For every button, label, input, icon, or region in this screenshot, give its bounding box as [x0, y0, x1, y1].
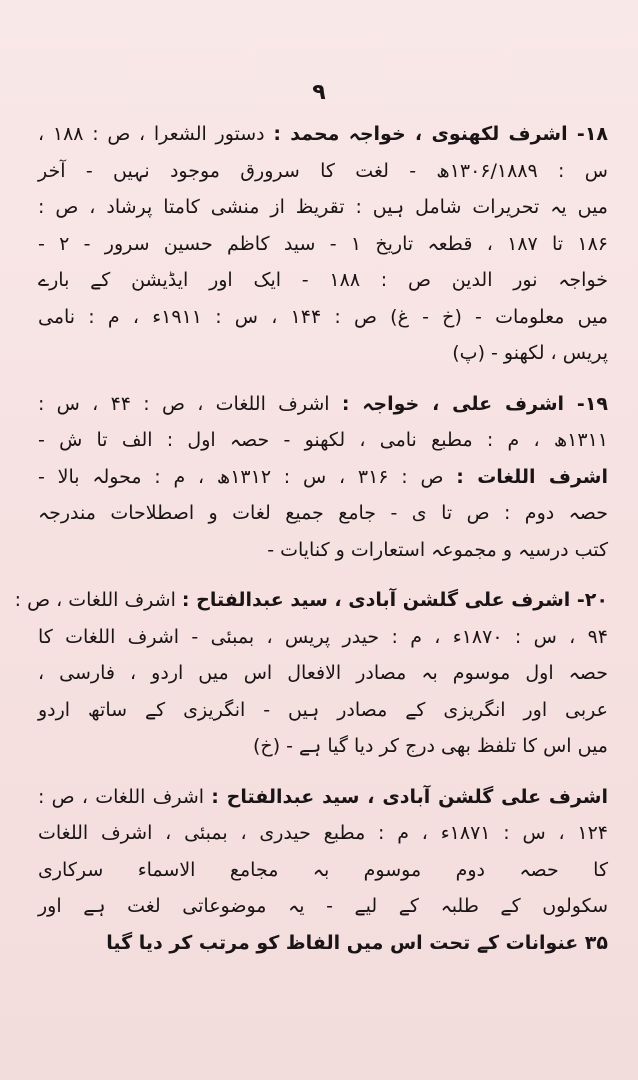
text-line [38, 692, 608, 729]
entry-text: سکولوں کے طلبہ کے لیے - یہ موضوعاتی لغت ہے اور [38, 895, 608, 917]
entry-text: اشرف اللغات ، ص : [38, 785, 212, 808]
text-block [14, 116, 609, 961]
text-line [38, 189, 608, 226]
text-line [38, 422, 608, 459]
text-line [38, 655, 608, 692]
entry-text: حصہ دوم : ص تا ی - جامع جمیع لغات و اصطلاحات مندرجہ [38, 502, 608, 524]
entry-separator [38, 568, 608, 582]
dictionary-entry [14, 582, 608, 765]
entry-separator [38, 765, 608, 779]
text-line [38, 779, 608, 816]
entry-text: دستور الشعرا ، ص : ۱۸۸ ، [38, 123, 274, 145]
entry-text: کتب درسیہ و مجموعہ استعارات و کنایات - [267, 538, 608, 561]
text-line [38, 335, 608, 372]
entry-text: حصہ اول موسوم بہ مصادر الافعال اس میں اردو ، فارسی ، [38, 662, 608, 684]
entry-heading: ۲۰- اشرف علی گلشن آبادی ، سید عبدالفتاح : [181, 589, 608, 611]
entry-text: کا حصہ دوم موسوم بہ مجامع الاسماء سرکاری [38, 858, 608, 881]
text-line [38, 532, 608, 569]
dictionary-entry [38, 116, 608, 372]
entry-text: س : ۱۳۰۶/۱۸۸۹ھ - لغت کا سرورق موجود نہیں - آخر [38, 159, 608, 182]
text-line [38, 728, 608, 765]
text-line [38, 888, 608, 925]
entry-text: ۱۳۱۱ھ ، م : مطبع نامی ، لکھنو - حصہ اول : الف تا ش - [38, 429, 608, 451]
text-line [38, 116, 608, 153]
entry-separator [38, 372, 608, 386]
text-line [38, 386, 608, 423]
text-line [38, 262, 608, 299]
text-line [38, 925, 608, 962]
entry-text: پریس ، لکھنو - (پ) [452, 342, 608, 364]
dictionary-entry [38, 386, 608, 569]
entry-text: اشرف اللغات ، ص : ۴۴ ، س : [38, 392, 342, 415]
entry-heading: ۳۵ عنوانات کے تحت اس میں الفاظ کو مرتب کر دیا گیا [106, 931, 608, 954]
entry-text: میں معلومات - (خ - غ) ص : ۱۴۴ ، س : ۱۹۱۱ء ، م : نامی [38, 305, 609, 328]
page-number: ۹ [312, 80, 326, 105]
text-line [38, 495, 608, 532]
entry-text: ص : ۳۱۶ ، س : ۱۳۱۲ھ ، م : محولہ بالا - [38, 465, 457, 488]
entry-text: ۹۴ ، س : ۱۸۷۰ء ، م : حیدر پریس ، بمبئی - اشرف اللغات کا [38, 625, 608, 648]
text-line [38, 153, 608, 190]
text-line [38, 459, 608, 496]
entry-heading: ۱۹- اشرف علی ، خواجہ : [341, 392, 609, 415]
entry-text: خواجہ نور الدین ص : ۱۸۸ - ایک اور ایڈیشن کے بارے [38, 269, 608, 291]
entry-text: میں اس کا تلفظ بھی درج کر دیا گیا ہے - (خ) [253, 735, 608, 757]
entry-text: عربی اور انگریزی کے مصادر ہیں - انگریزی کے ساتھ اردو [38, 698, 608, 721]
entry-heading: اشرف اللغات : [456, 465, 608, 488]
entry-heading: اشرف علی گلشن آبادی ، سید عبدالفتاح : [211, 785, 608, 808]
entry-heading: ۱۸- اشرف لکھنوی ، خواجہ محمد : [273, 123, 609, 145]
dictionary-entry [38, 779, 608, 962]
entry-text: ۱۸۶ تا ۱۸۷ ، قطعہ تاریخ ۱ - سید کاظم حسین سرور - ۲ - [38, 232, 608, 255]
entry-text: ۱۲۴ ، س : ۱۸۷۱ء ، م : مطبع حیدری ، بمبئی ، اشرف اللغات [38, 822, 608, 844]
text-line [38, 299, 608, 336]
text-line [14, 582, 608, 619]
entry-text: میں یہ تحریرات شامل ہیں : تقریظ از منشی کامتا پرشاد ، ص : [38, 196, 608, 218]
text-line [38, 226, 608, 263]
text-line [38, 619, 608, 656]
entry-text: اشرف اللغات ، ص : [14, 589, 182, 611]
text-line [38, 852, 608, 889]
text-line [38, 815, 608, 852]
